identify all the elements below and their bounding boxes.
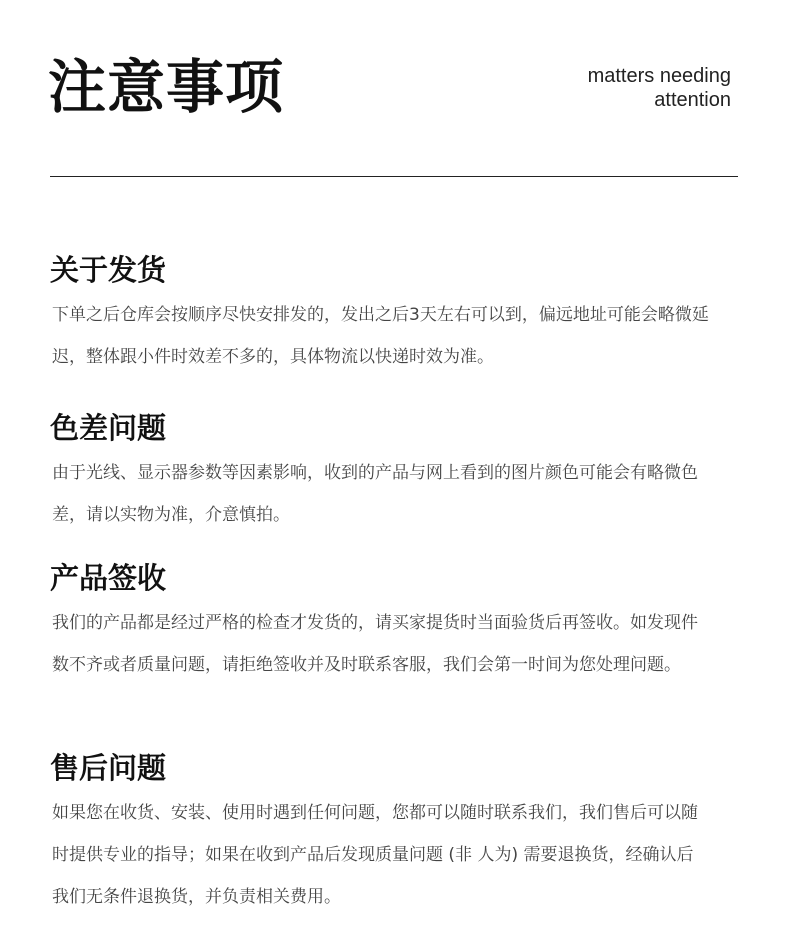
section-title: 关于发货: [50, 253, 167, 287]
section-product-receipt: [50, 560, 710, 686]
section-body: 如果您在收货、安装、使用时遇到任何问题，您都可以随时联系我们，我们售后可以随时提供专业的指导；如果在收到产品后发现质量问题 (非 人为) 需要退换货，经确认后我们无条件退换货，并负责相关费用。: [52, 803, 698, 907]
subtitle-line-1: matters needing: [587, 65, 731, 87]
section-title: 产品签收: [50, 561, 167, 595]
section-body: 下单之后仓库会按顺序尽快安排发的，发出之后3天左右可以到，偏远地址可能会略微延迟，整体跟小件时效差不多的，具体物流以快递时效为准。: [52, 305, 709, 367]
page-subtitle: [588, 64, 731, 112]
section-body: 由于光线、显示器参数等因素影响，收到的产品与网上看到的图片颜色可能会有略微色差，请以实物为准，介意慎拍。: [52, 463, 698, 525]
header-divider: [50, 176, 738, 177]
subtitle-line-2: attention: [654, 89, 731, 111]
section-after-sales: [50, 750, 710, 918]
page-title: 注意事项: [48, 53, 285, 121]
section-body: 我们的产品都是经过严格的检查才发货的，请买家提货时当面验货后再签收。如发现件数不齐或者质量问题，请拒绝签收并及时联系客服，我们会第一时间为您处理问题。: [52, 613, 698, 675]
header: [0, 0, 790, 178]
section-color-difference: [50, 410, 710, 536]
section-title: 售后问题: [50, 751, 167, 785]
section-shipping: [50, 252, 710, 378]
section-title: 色差问题: [50, 411, 167, 445]
